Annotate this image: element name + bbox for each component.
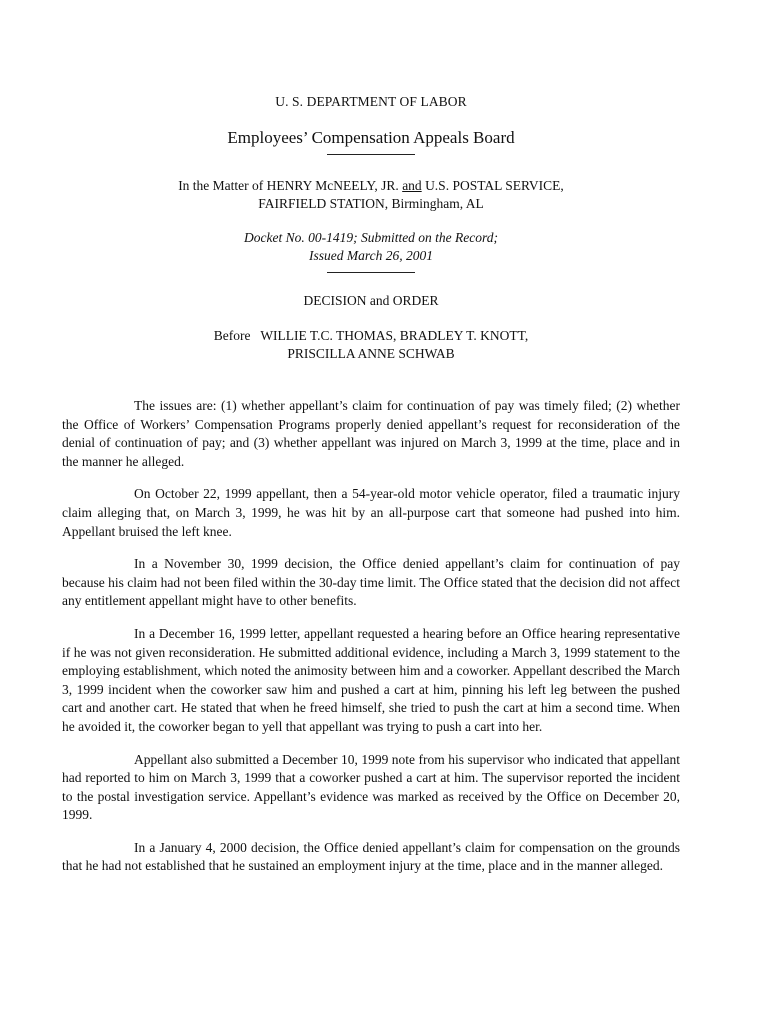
panel-line-2: PRISCILLA ANNE SCHWAB <box>287 346 455 361</box>
board-title: Employees’ Compensation Appeals Board <box>227 128 515 147</box>
docket-line-2: Issued March 26, 2001 <box>309 248 433 263</box>
separator-rule <box>327 272 415 273</box>
caption-line-1 <box>62 177 680 195</box>
separator-rule <box>327 154 415 155</box>
panel-members <box>62 327 680 363</box>
paragraph: In a January 4, 2000 decision, the Office denied appellant’s claim for compensation on the grounds that he had not established that he sustained an employment injury at the time, place and in the manner alleged. <box>62 839 680 874</box>
paragraph: On October 22, 1999 appellant, then a 54-year-old motor vehicle operator, filed a traumatic injury claim alleging that, on March 3, 1999, he was hit by an all-purpose cart that someone had pushed into him. Appellant bruised the left knee. <box>62 486 680 539</box>
panel-line-1: Before WILLIE T.C. THOMAS, BRADLEY T. KNOTT, <box>213 328 529 343</box>
caption-line-2: FAIRFIELD STATION, Birmingham, AL <box>258 196 484 211</box>
caption-appellant: In the Matter of HENRY McNEELY, JR. <box>178 178 399 193</box>
paragraph: The issues are: (1) whether appellant’s claim for continuation of pay was timely filed; (2) whether the Office of Workers’ Compensation Programs properly denied appellant’s request for reconsideration of the denial of continuation of pay; and (3) whether appellant was injured on March 3, 1999 at the time, place and in the manner he alleged. <box>62 398 680 469</box>
docket-info <box>62 229 680 265</box>
caption-conjunction: and <box>402 178 422 193</box>
document-page <box>62 0 680 890</box>
caption-employer: U.S. POSTAL SERVICE, <box>425 178 564 193</box>
paragraph: In a December 16, 1999 letter, appellant requested a hearing before an Office hearing representative if he was not given reconsideration. He submitted additional evidence, including a March 3, 1999 statement to the employing establishment, which noted the animosity between him and a coworker. Appellant described the March 3, 1999 incident when the coworker saw him and pushed a cart at him, pinning his left leg between the pushed cart and another cart. He stated that when he freed himself, she tried to push the cart at him a second time. When he avoided it, the coworker began to yell that appellant was trying to push a cart into her. <box>62 625 680 734</box>
decision-title: DECISION and ORDER <box>303 293 439 308</box>
decision-body <box>62 397 680 876</box>
paragraph: Appellant also submitted a December 10, 1999 note from his supervisor who indicated that appellant had reported to him on March 3, 1999 that a coworker pushed a cart at him. The supervisor reported the incident to the postal investigation service. Appellant’s evidence was marked as received by the Office on December 20, 1999. <box>62 751 680 823</box>
docket-line-1: Docket No. 00-1419; Submitted on the Record; <box>243 230 499 245</box>
department-heading: U. S. DEPARTMENT OF LABOR <box>275 94 467 109</box>
case-caption <box>62 177 680 213</box>
paragraph: In a November 30, 1999 decision, the Office denied appellant’s claim for continuation of pay because his claim had not been filed within the 30-day time limit. The Office stated that the decision did not affect any entitlement appellant might have to other benefits. <box>62 556 680 609</box>
